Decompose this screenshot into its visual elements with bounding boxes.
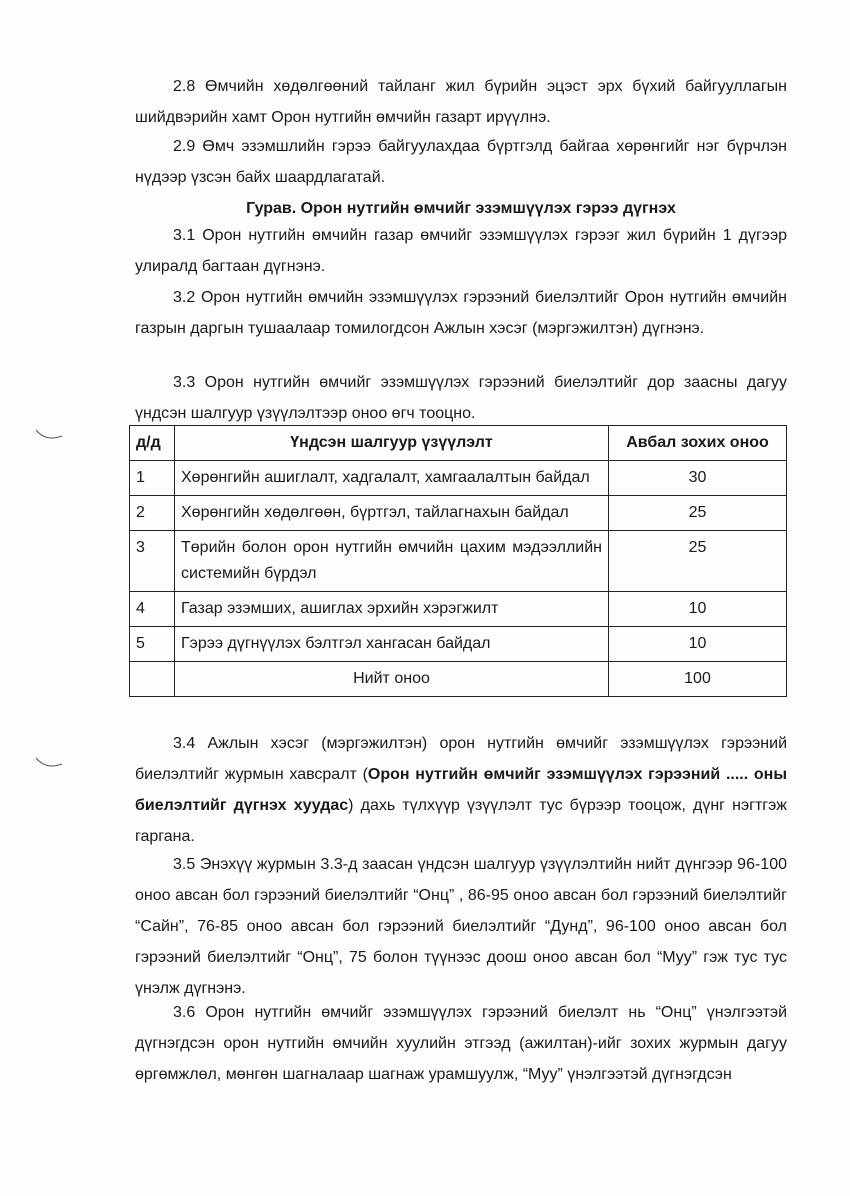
row-score: 10 — [609, 627, 787, 662]
paragraph-3-6: 3.6 Орон нутгийн өмчийг эзэмшүүлэх гэрээний биелэлт нь “Онц” үнэлгээтэй дүгнэгдсэн орон нутгийн өмчийн хуулийн этгээд (ажилтан)-ийг зохих журмын дагуу өргөмжлөл, мөнгөн шагналаар шагнаж урамшуулж, “Муу” үнэлгээтэй дүгнэгдсэн — [135, 1004, 787, 1083]
row-number: 3 — [130, 531, 175, 592]
punch-mark-icon — [34, 756, 64, 770]
row-number: 1 — [130, 461, 175, 496]
row-score: 30 — [609, 461, 787, 496]
row-criterion: Газар эзэмших, ашиглах эрхийн хэрэгжилт — [175, 592, 609, 627]
table-header-row — [130, 426, 787, 461]
row-number: 2 — [130, 496, 175, 531]
paragraph-3-4-text-b: ) дахь түлхүүр үзүүлэлт тус бүрээр тооцож, дүнг нэгтгэж гаргана. — [135, 797, 788, 845]
row-criterion: Хөрөнгийн хөдөлгөөн, бүртгэл, тайлагнахын байдал — [175, 496, 609, 531]
row-number: 5 — [130, 627, 175, 662]
paragraph-3-2: 3.2 Орон нутгийн өмчийн эзэмшүүлэх гэрээний биелэлтийг Орон нутгийн өмчийн газрын даргын тушаалаар томилогдсон Ажлын хэсэг (мэргэжилтэн) дүгнэнэ. — [135, 289, 787, 337]
table-row — [130, 627, 787, 662]
row-criterion: Хөрөнгийн ашиглалт, хадгалалт, хамгаалалтын байдал — [175, 461, 609, 496]
header-score: Авбал зохих оноо — [609, 426, 787, 461]
paragraph-3-4 — [135, 728, 787, 852]
paragraph-2-9: 2.9 Өмч эзэмшлийн гэрээ байгуулахдаа бүртгэлд байгаа хөрөнгийг нэг бүрчлэн нүдээр үзсэн байх шаардлагатай. — [135, 138, 787, 186]
row-score: 25 — [609, 531, 787, 592]
table-row — [130, 531, 787, 592]
paragraph-3-5: 3.5 Энэхүү журмын 3.3-д заасан үндсэн шалгуур үзүүлэлтийн нийт дүнгээр 96-100 оноо авсан бол гэрээний биелэлтийг “Онц” , 86-95 оноо авсан бол гэрээний биелэлтийг “Сайн”, 76-85 оноо авсан бол гэрээний биелэлтийг “Дунд”, 96-100 оноо авсан бол гэрээний биелэлтийг “Онц”, 75 болон түүнээс доош оноо авсан бол “Муу” гэж тус тус үнэлж дүгнэнэ. — [135, 856, 787, 997]
table-total-row — [130, 662, 787, 697]
total-score: 100 — [609, 662, 787, 697]
paragraph-3-4-text-a: 3.4 Ажлын хэсэг (мэргэжилтэн) орон нутгийн өмчийг эзэмшүүлэх гэрээний биелэлтийг журмын хавсралт ( — [135, 735, 787, 783]
row-score: 25 — [609, 496, 787, 531]
header-number: д/д — [130, 426, 175, 461]
header-criterion: Үндсэн шалгуур үзүүлэлт — [175, 426, 609, 461]
total-number-cell — [130, 662, 175, 697]
row-number: 4 — [130, 592, 175, 627]
criteria-table — [129, 425, 787, 697]
punch-mark-icon — [34, 428, 64, 442]
paragraph-3-3: 3.3 Орон нутгийн өмчийг эзэмшүүлэх гэрээний биелэлтийг дор заасны дагуу үндсэн шалгуур үзүүлэлтээр оноо өгч тооцно. — [135, 374, 787, 422]
total-label: Нийт оноо — [175, 662, 609, 697]
row-criterion: Төрийн болон орон нутгийн өмчийн цахим мэдээллийн системийн бүрдэл — [175, 531, 609, 592]
table-row — [130, 592, 787, 627]
table-row — [130, 496, 787, 531]
paragraph-3-1: 3.1 Орон нутгийн өмчийн газар өмчийг эзэмшүүлэх гэрээг жил бүрийн 1 дүгээр улиралд багтаан дүгнэнэ. — [135, 227, 787, 275]
paragraph-3-4-bold: Орон нутгийн өмчийг эзэмшүүлэх гэрээний ..... оны биелэлтийг дүгнэх хуудас — [135, 766, 787, 814]
row-criterion: Гэрээ дүгнүүлэх бэлтгэл хангасан байдал — [175, 627, 609, 662]
table-row — [130, 461, 787, 496]
section-heading-3: Гурав. Орон нутгийн өмчийг эзэмшүүлэх гэрээ дүгнэх — [246, 200, 676, 217]
row-score: 10 — [609, 592, 787, 627]
paragraph-2-8: 2.8 Өмчийн хөдөлгөөний тайланг жил бүрийн эцэст эрх бүхий байгууллагын шийдвэрийн хамт Орон нутгийн өмчийн газарт ирүүлнэ. — [135, 78, 787, 126]
